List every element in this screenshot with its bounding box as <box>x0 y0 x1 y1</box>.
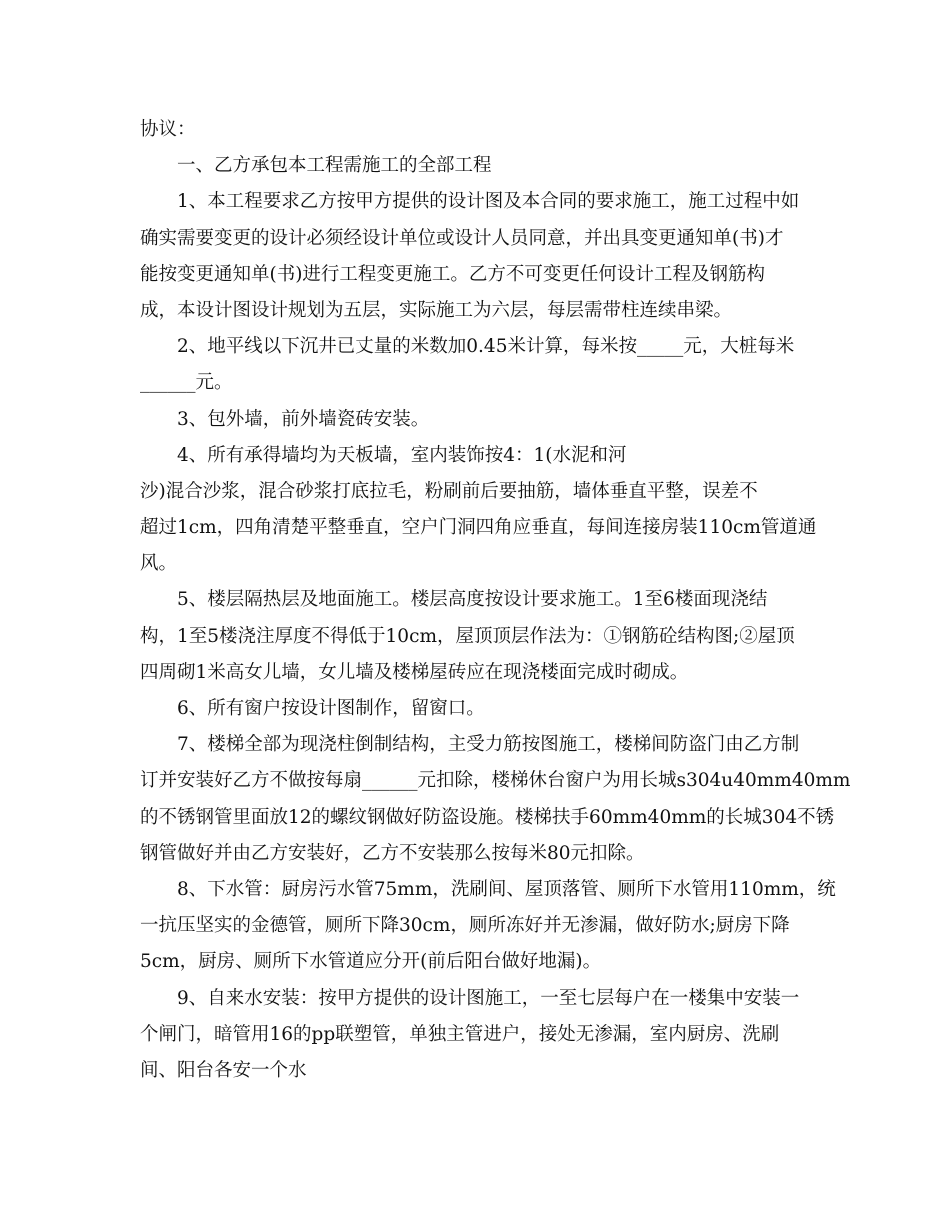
text-line: 5、楼层隔热层及地面施工。楼层高度按设计要求施工。1至6楼面现浇结 <box>177 589 768 611</box>
text-line: 2、地平线以下沉井已丈量的米数加0.45米计算，每米按_____元，大桩每米 <box>177 336 795 358</box>
text-line: 确实需要变更的设计必须经设计单位或设计人员同意，并出具变更通知单(书)才 <box>140 227 784 249</box>
text-line: 沙)混合沙浆，混合砂浆打底拉毛，粉刷前后要抽筋，墙体垂直平整，误差不 <box>140 480 758 502</box>
text-line: 间、阳台各安一个水 <box>140 1059 307 1081</box>
text-line: 3、包外墙，前外墙瓷砖安装。 <box>177 408 430 430</box>
text-line: 成，本设计图设计规划为五层，实际施工为六层，每层需带柱连续串梁。 <box>140 299 733 321</box>
text-line: 一、乙方承包本工程需施工的全部工程 <box>177 155 492 177</box>
document-body <box>140 112 851 1089</box>
text-line: 6、所有窗户按设计图制作，留窗口。 <box>177 698 485 719</box>
text-line: 钢管做好并由乙方安装好，乙方不安装那么按每米80元扣除。 <box>140 842 645 864</box>
text-line: 构，1至5楼浇注厚度不得低于10cm，屋顶顶层作法为：①钢筋砼结构图;②屋顶 <box>140 625 795 647</box>
text-line: 9、自来水安装：按甲方提供的设计图施工，一至七层每户在一楼集中安装一 <box>177 987 800 1009</box>
text-line: 7、楼梯全部为现浇柱倒制结构，主受力筋按图施工，楼梯间防盗门由乙方制 <box>177 734 800 756</box>
text-line: 风。 <box>140 553 178 575</box>
text-line: 5cm，厨房、厕所下水管道应分开(前后阳台做好地漏)。 <box>140 951 602 973</box>
text-line: 订并安装好乙方不做按每扇______元扣除，楼梯休台窗户为用长城s304u40mm40mm <box>140 770 851 792</box>
text-line: ______元。 <box>140 372 233 394</box>
text-line: 超过1cm，四角清楚平整垂直，空户门洞四角应垂直，每间连接房装110cm管道通 <box>140 517 817 539</box>
text-line: 个闸门，暗管用16的pp联塑管，单独主管进户，接处无渗漏，室内厨房、洗刷 <box>140 1023 780 1045</box>
text-line: 能按变更通知单(书)进行工程变更施工。乙方不可变更任何设计工程及钢筋构 <box>140 263 765 285</box>
text-line: 四周砌1米高女儿墙，女儿墙及楼梯屋砖应在现浇楼面完成时砌成。 <box>140 661 689 683</box>
text-line: 8、下水管：厨房污水管75mm，洗刷间、屋顶落管、厕所下水管用110mm，统 <box>177 878 836 900</box>
text-line: 的不锈钢管里面放12的螺纹钢做好防盗设施。楼梯扶手60mm40mm的长城304不锈 <box>140 806 835 828</box>
text-line: 协议： <box>140 119 196 140</box>
text-line: 一抗压坚实的金德管，厕所下降30cm，厕所冻好并无渗漏，做好防水;厨房下降 <box>140 915 790 937</box>
text-line: 1、本工程要求乙方按甲方提供的设计图及本合同的要求施工，施工过程中如 <box>177 191 800 213</box>
text-line: 4、所有承得墙均为天板墙，室内装饰按4：1(水泥和河 <box>177 444 627 466</box>
